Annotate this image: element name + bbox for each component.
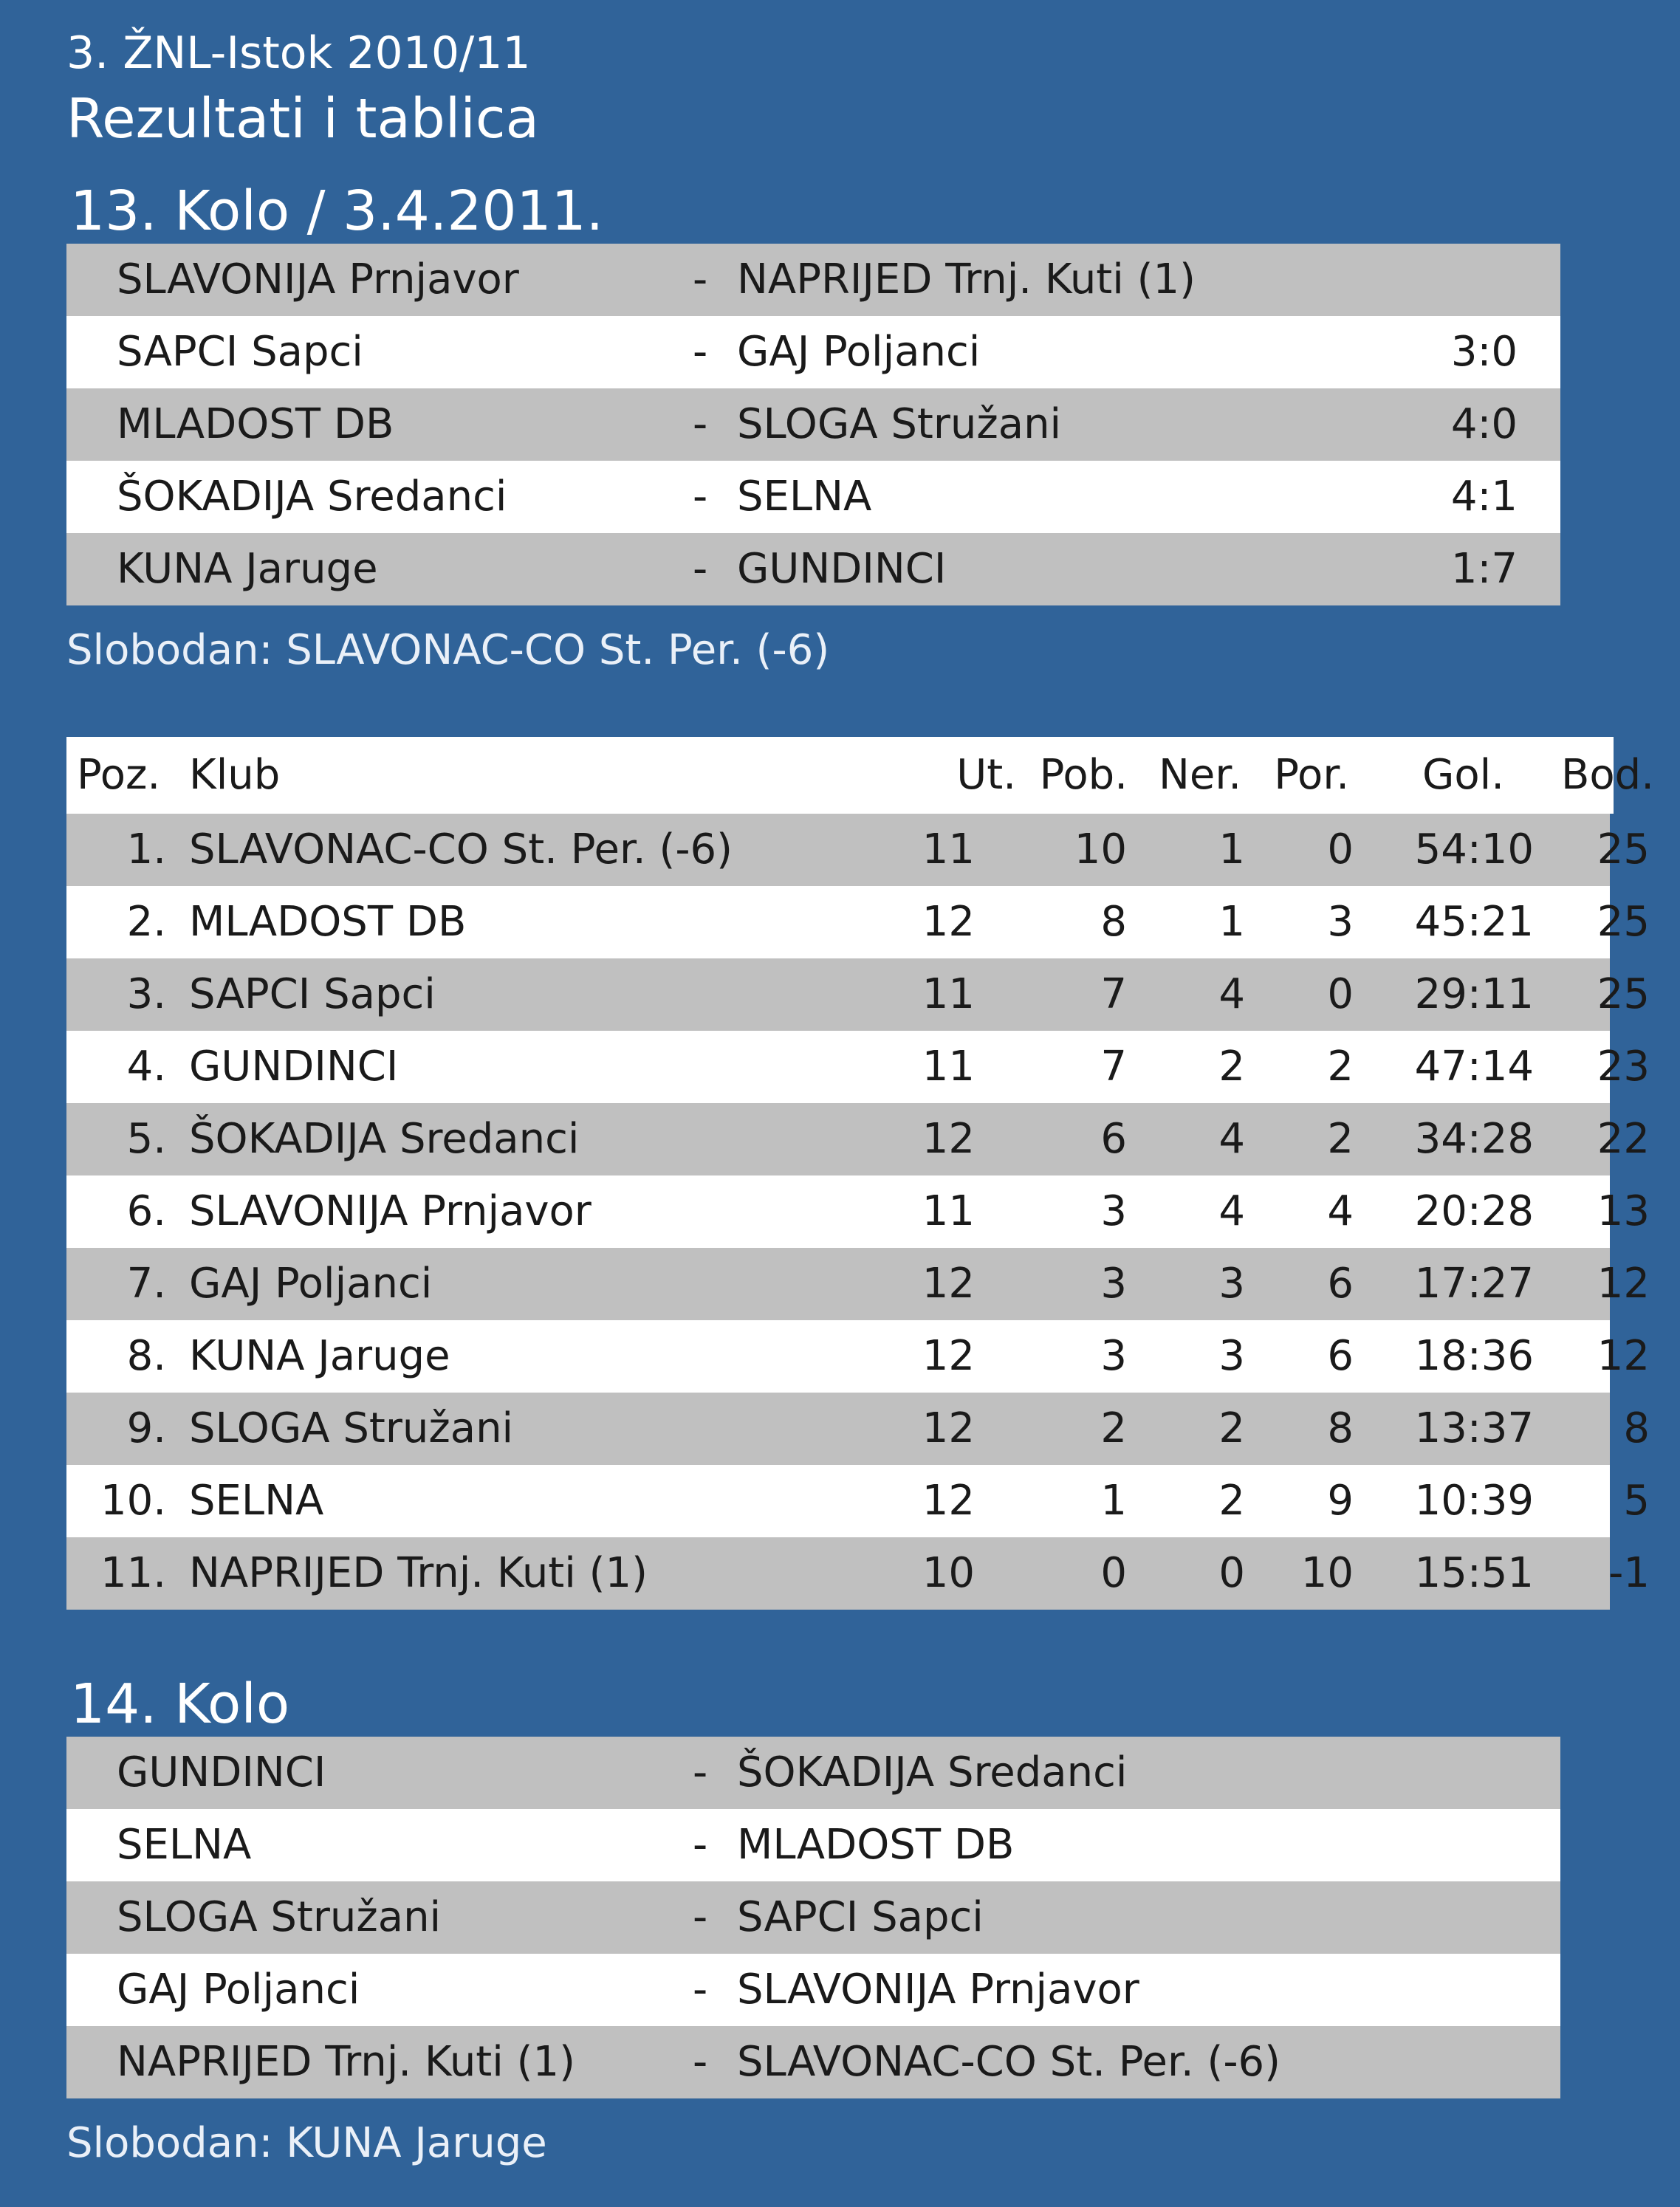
home-team: SLAVONIJA Prnjavor <box>117 255 519 303</box>
cell-ut: 12 <box>922 1477 975 1525</box>
match-score: 1:7 <box>1450 545 1518 593</box>
cell-klub: SELNA <box>189 1477 324 1525</box>
cell-gol: 34:28 <box>1414 1115 1534 1163</box>
cell-ut: 12 <box>922 1260 975 1308</box>
fixture-separator: - <box>693 473 708 521</box>
cell-ner: 4 <box>1218 1187 1245 1235</box>
cell-ut: 12 <box>922 1404 975 1452</box>
cell-gol: 18:36 <box>1414 1332 1534 1380</box>
cell-poz: 8. <box>126 1332 166 1380</box>
cell-gol: 45:21 <box>1414 898 1534 946</box>
cell-gol: 13:37 <box>1414 1404 1534 1452</box>
table-row <box>66 1393 1650 1465</box>
cell-ner: 2 <box>1218 1404 1245 1452</box>
cell-ner: 0 <box>1218 1549 1245 1597</box>
cell-pob: 7 <box>1100 970 1127 1018</box>
fixture-separator: - <box>693 328 708 376</box>
cell-bod: 5 <box>1623 1477 1650 1525</box>
home-team: NAPRIJED Trnj. Kuti (1) <box>117 2038 575 2086</box>
cell-klub: SLAVONAC-CO St. Per. (-6) <box>189 826 733 873</box>
fixture-row <box>66 1954 1560 2026</box>
cell-ner: 1 <box>1218 898 1245 946</box>
standings-header <box>66 737 1654 814</box>
cell-ner: 2 <box>1218 1477 1245 1525</box>
cell-klub: GUNDINCI <box>189 1043 399 1091</box>
away-team: SLAVONAC-CO St. Per. (-6) <box>737 2038 1281 2086</box>
cell-poz: 1. <box>126 826 166 873</box>
fixture-separator: - <box>693 1893 708 1941</box>
fixture-row <box>66 1809 1560 1881</box>
cell-bod: 12 <box>1597 1260 1650 1308</box>
home-team: MLADOST DB <box>117 400 394 448</box>
cell-ut: 12 <box>922 1332 975 1380</box>
home-team: ŠOKADIJA Sredanci <box>117 473 507 521</box>
round-14-bye: Slobodan: KUNA Jaruge <box>66 2119 547 2167</box>
cell-gol: 29:11 <box>1414 970 1534 1018</box>
cell-pob: 3 <box>1100 1187 1127 1235</box>
cell-ut: 12 <box>922 898 975 946</box>
cell-por: 3 <box>1327 898 1354 946</box>
cell-gol: 17:27 <box>1414 1260 1534 1308</box>
cell-pob: 0 <box>1100 1549 1127 1597</box>
home-team: SLOGA Stružani <box>117 1893 442 1941</box>
match-score: 3:0 <box>1450 328 1518 376</box>
standings-table <box>66 737 1654 1610</box>
fixture-separator: - <box>693 255 708 303</box>
league-title: 3. ŽNL-Istok 2010/11 <box>66 27 531 79</box>
cell-pob: 3 <box>1100 1260 1127 1308</box>
home-team: KUNA Jaruge <box>117 545 378 593</box>
home-team: GUNDINCI <box>117 1748 326 1796</box>
cell-pob: 3 <box>1100 1332 1127 1380</box>
cell-poz: 7. <box>126 1260 166 1308</box>
cell-ner: 1 <box>1218 826 1245 873</box>
header-ner: Ner. <box>1158 751 1241 799</box>
cell-poz: 11. <box>100 1549 166 1597</box>
cell-ut: 11 <box>922 970 975 1018</box>
header-klub: Klub <box>189 751 281 799</box>
cell-gol: 47:14 <box>1414 1043 1534 1091</box>
cell-bod: 12 <box>1597 1332 1650 1380</box>
cell-bod: 25 <box>1597 826 1650 873</box>
cell-bod: 8 <box>1623 1404 1650 1452</box>
cell-poz: 2. <box>126 898 166 946</box>
cell-por: 8 <box>1327 1404 1354 1452</box>
cell-poz: 3. <box>126 970 166 1018</box>
cell-ner: 2 <box>1218 1043 1245 1091</box>
cell-bod: 23 <box>1597 1043 1650 1091</box>
cell-pob: 10 <box>1074 826 1127 873</box>
cell-ner: 4 <box>1218 1115 1245 1163</box>
cell-ut: 12 <box>922 1115 975 1163</box>
page-subtitle: Rezultati i tablica <box>66 87 539 151</box>
fixture-row <box>66 2026 1560 2098</box>
cell-klub: KUNA Jaruge <box>189 1332 450 1380</box>
table-row <box>66 814 1650 886</box>
fixture-separator: - <box>693 1748 708 1796</box>
cell-ut: 11 <box>922 826 975 873</box>
cell-bod: 25 <box>1597 898 1650 946</box>
cell-bod: 25 <box>1597 970 1650 1018</box>
fixture-separator: - <box>693 545 708 593</box>
cell-poz: 6. <box>126 1187 166 1235</box>
match-score: 4:1 <box>1450 473 1518 521</box>
cell-klub: SLOGA Stružani <box>189 1404 514 1452</box>
cell-por: 6 <box>1327 1260 1354 1308</box>
cell-ut: 10 <box>922 1549 975 1597</box>
cell-gol: 54:10 <box>1414 826 1534 873</box>
cell-por: 6 <box>1327 1332 1354 1380</box>
fixture-separator: - <box>693 400 708 448</box>
home-team: GAJ Poljanci <box>117 1966 360 2014</box>
cell-poz: 5. <box>126 1115 166 1163</box>
cell-bod: 13 <box>1597 1187 1650 1235</box>
table-row <box>66 1175 1650 1248</box>
fixture-row <box>66 533 1560 605</box>
cell-pob: 2 <box>1100 1404 1127 1452</box>
cell-pob: 6 <box>1100 1115 1127 1163</box>
away-team: GAJ Poljanci <box>737 328 981 376</box>
round-13-fixtures <box>66 244 1560 605</box>
cell-por: 2 <box>1327 1043 1354 1091</box>
table-row <box>66 1320 1650 1393</box>
cell-bod: -1 <box>1608 1549 1650 1597</box>
cell-poz: 10. <box>100 1477 166 1525</box>
round-14-fixtures <box>66 1737 1560 2098</box>
cell-por: 10 <box>1300 1549 1354 1597</box>
cell-pob: 1 <box>1100 1477 1127 1525</box>
cell-klub: ŠOKADIJA Sredanci <box>189 1115 580 1163</box>
round-13-title: 13. Kolo / 3.4.2011. <box>70 179 604 243</box>
away-team: NAPRIJED Trnj. Kuti (1) <box>737 255 1196 303</box>
header-bod: Bod. <box>1560 751 1654 799</box>
header-ut: Ut. <box>956 751 1016 799</box>
table-row <box>66 1103 1650 1175</box>
cell-por: 9 <box>1327 1477 1354 1525</box>
cell-klub: SLAVONIJA Prnjavor <box>189 1187 592 1235</box>
table-row <box>66 958 1650 1031</box>
table-row <box>66 1248 1650 1320</box>
round-14-title: 14. Kolo <box>70 1672 290 1736</box>
fixture-separator: - <box>693 2038 708 2086</box>
fixture-row <box>66 316 1560 388</box>
fixture-separator: - <box>693 1821 708 1869</box>
table-row <box>66 886 1650 958</box>
fixture-row <box>66 461 1560 533</box>
cell-klub: MLADOST DB <box>189 898 467 946</box>
cell-bod: 22 <box>1597 1115 1650 1163</box>
cell-ner: 4 <box>1218 970 1245 1018</box>
cell-gol: 15:51 <box>1414 1549 1534 1597</box>
away-team: MLADOST DB <box>737 1821 1015 1869</box>
cell-gol: 20:28 <box>1414 1187 1534 1235</box>
home-team: SELNA <box>117 1821 252 1869</box>
cell-ut: 11 <box>922 1043 975 1091</box>
cell-ner: 3 <box>1218 1260 1245 1308</box>
cell-klub: GAJ Poljanci <box>189 1260 433 1308</box>
fixture-separator: - <box>693 1966 708 2014</box>
fixture-row <box>66 388 1560 461</box>
cell-por: 4 <box>1327 1187 1354 1235</box>
fixture-row <box>66 244 1560 316</box>
home-team: SAPCI Sapci <box>117 328 363 376</box>
cell-klub: SAPCI Sapci <box>189 970 436 1018</box>
header-por: Por. <box>1274 751 1349 799</box>
fixture-row <box>66 1737 1560 1809</box>
cell-klub: NAPRIJED Trnj. Kuti (1) <box>189 1549 648 1597</box>
cell-pob: 7 <box>1100 1043 1127 1091</box>
cell-ut: 11 <box>922 1187 975 1235</box>
match-score: 4:0 <box>1450 400 1518 448</box>
header-gol: Gol. <box>1422 751 1504 799</box>
away-team: SLOGA Stružani <box>737 400 1062 448</box>
cell-gol: 10:39 <box>1414 1477 1534 1525</box>
cell-por: 0 <box>1327 970 1354 1018</box>
away-team: SLAVONIJA Prnjavor <box>737 1966 1139 2014</box>
header-poz: Poz. <box>77 751 161 799</box>
away-team: SAPCI Sapci <box>737 1893 984 1941</box>
table-row <box>66 1537 1650 1610</box>
header-pob: Pob. <box>1039 751 1128 799</box>
away-team: SELNA <box>737 473 872 521</box>
cell-por: 0 <box>1327 826 1354 873</box>
fixture-row <box>66 1881 1560 1954</box>
cell-pob: 8 <box>1100 898 1127 946</box>
cell-poz: 9. <box>126 1404 166 1452</box>
table-row <box>66 1465 1650 1537</box>
away-team: GUNDINCI <box>737 545 947 593</box>
round-13-bye: Slobodan: SLAVONAC-CO St. Per. (-6) <box>66 626 830 674</box>
cell-poz: 4. <box>126 1043 166 1091</box>
cell-por: 2 <box>1327 1115 1354 1163</box>
away-team: ŠOKADIJA Sredanci <box>737 1748 1128 1796</box>
table-row <box>66 1031 1650 1103</box>
cell-ner: 3 <box>1218 1332 1245 1380</box>
